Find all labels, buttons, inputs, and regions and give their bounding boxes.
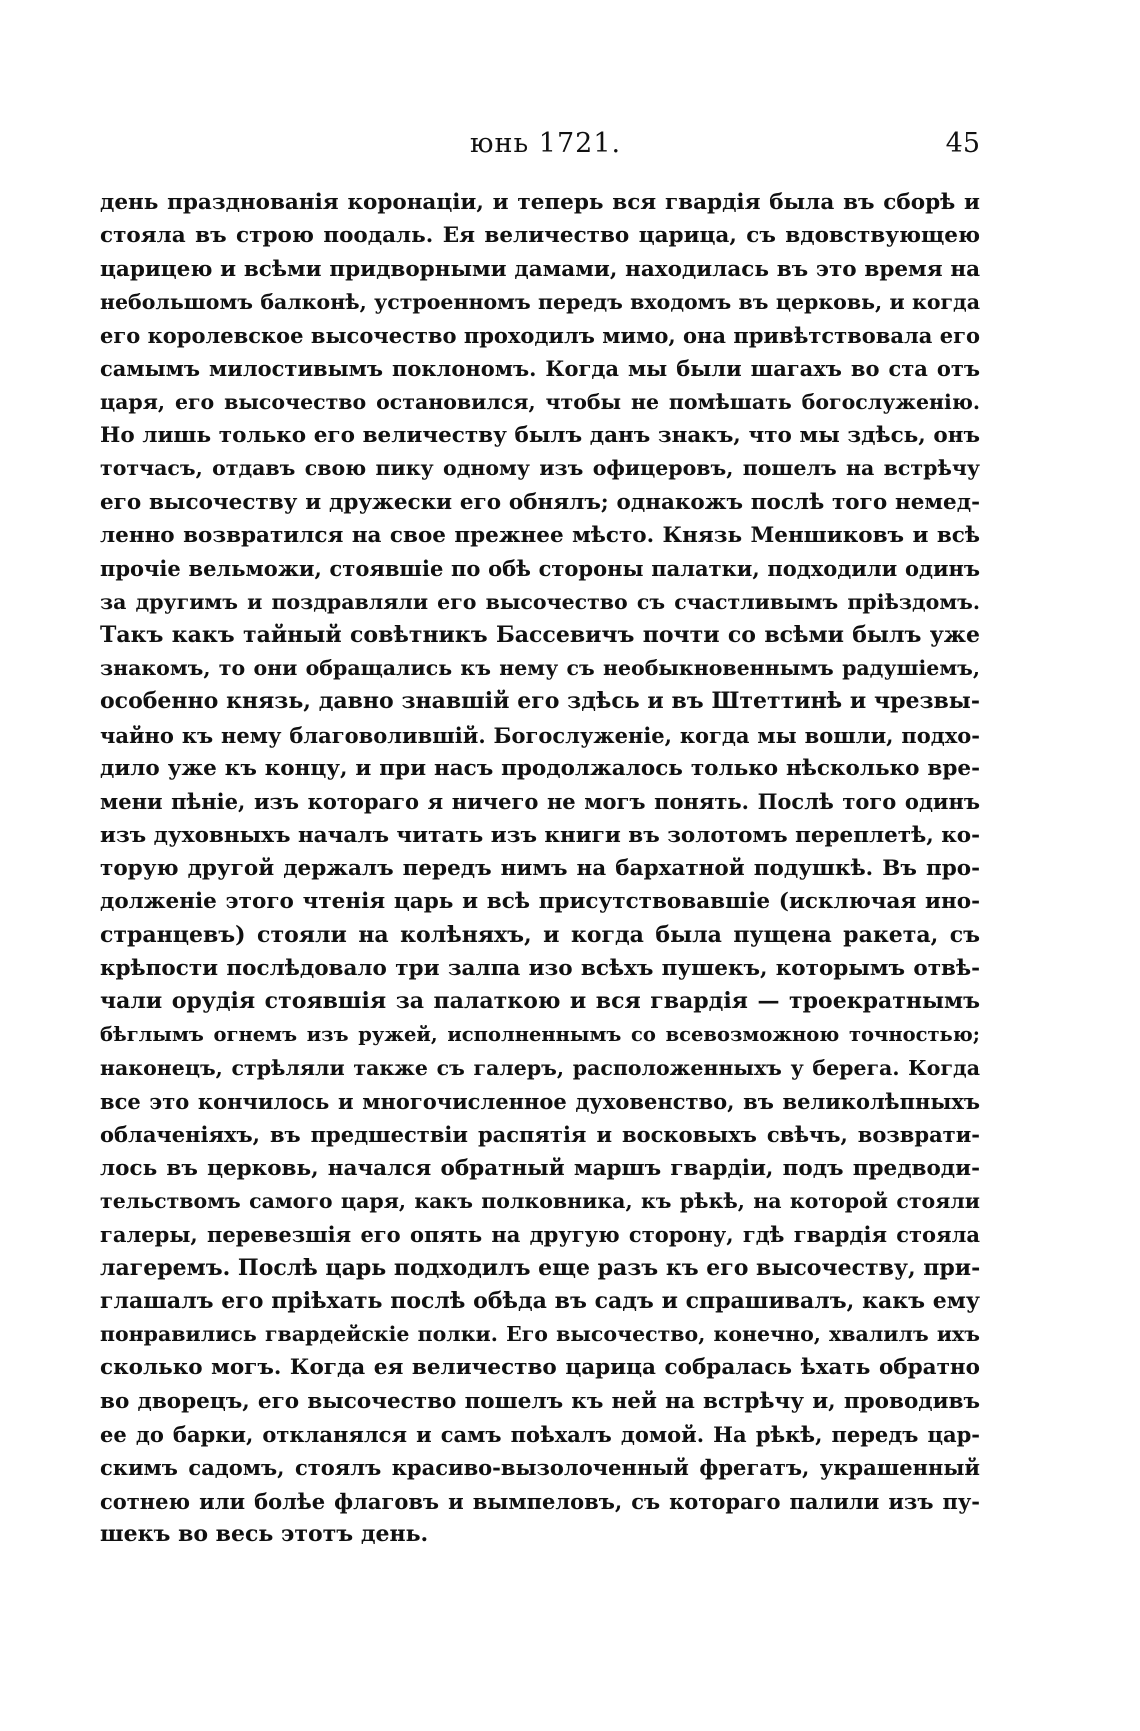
text-line: день празднованія коронаціи, и теперь вся гвардія была въ сборѣ и: [100, 190, 980, 215]
text-line: его королевское высочество проходилъ мимо, она привѣтствовала его: [100, 323, 980, 349]
text-line: глашалъ его пріѣхать послѣ обѣда въ садъ и спрашивалъ, какъ ему: [100, 1287, 980, 1314]
page-number: 45: [945, 128, 980, 159]
text-line: Такъ какъ тайный совѣтникъ Бассевичъ почти со всѣми былъ уже: [100, 621, 980, 648]
text-line: сколько могъ. Когда ея величество царица собралась ѣхать обратно: [100, 1355, 980, 1381]
text-line: прочіе вельможи, стоявшіе по обѣ стороны палатки, подходили одинъ: [100, 556, 980, 582]
text-line: странцевъ) стояли на колѣняхъ, и когда была пущена ракета, съ: [100, 921, 980, 948]
text-line: мени пѣніе, изъ котораго я ничего не могъ понять. Послѣ того одинъ: [100, 789, 980, 815]
text-line: бѣглымъ огнемъ изъ ружей, исполненнымъ со всевозможною точностью;: [100, 1023, 980, 1047]
text-line: самымъ милостивымъ поклономъ. Когда мы были шагахъ во ста отъ: [100, 356, 980, 382]
text-line: лось въ церковь, начался обратный маршъ гвардіи, подъ предводи-: [100, 1155, 980, 1181]
text-line: ленно возвратился на свое прежнее мѣсто. Князь Меншиковъ и всѣ: [100, 522, 980, 548]
text-line: знакомъ, то они обращались къ нему съ необыкновеннымъ радушіемъ,: [100, 656, 980, 681]
text-line: за другимъ и поздравляли его высочество съ счастливымъ пріѣздомъ.: [100, 589, 980, 614]
text-line: небольшомъ балконѣ, устроенномъ передъ входомъ въ церковь, и когда: [100, 289, 980, 314]
text-line: во дворецъ, его высочество пошелъ къ ней на встрѣчу и, проводивъ: [100, 1388, 980, 1414]
text-line: ее до барки, откланялся и самъ поѣхалъ домой. На рѣкѣ, передъ цар-: [100, 1421, 980, 1447]
text-line: изъ духовныхъ началъ читать изъ книги въ золотомъ переплетѣ, ко-: [100, 822, 980, 848]
text-line: царя, его высочество остановился, чтобы не помѣшать богослуженію.: [100, 389, 980, 414]
page-header: [100, 128, 980, 168]
text-line: наконецъ, стрѣляли также съ галеръ, расположенныхъ у берега. Когда: [100, 1055, 980, 1080]
text-line: стояла въ строю поодаль. Ея величество царица, съ вдовствующею: [100, 223, 980, 249]
text-line: скимъ садомъ, стоялъ красиво-вызолоченный фрегатъ, украшенный: [100, 1455, 980, 1481]
text-line: торую другой держалъ передъ нимъ на бархатной подушкѣ. Въ про-: [100, 855, 980, 881]
body-text: [100, 186, 980, 1551]
text-line: лагеремъ. Послѣ царь подходилъ еще разъ къ его высочеству, при-: [100, 1254, 980, 1281]
text-line: понравились гвардейскіе полки. Его высочество, конечно, хвалилъ ихъ: [100, 1322, 980, 1347]
text-line: облаченіяхъ, въ предшествіи распятія и восковыхъ свѣчъ, возврати-: [100, 1122, 980, 1148]
text-line: чали орудія стоявшія за палаткою и вся гвардія — троекратнымъ: [100, 988, 980, 1015]
text-line: тельствомъ самого царя, какъ полковника, къ рѣкѣ, на которой стояли: [100, 1188, 980, 1213]
text-line: все это кончилось и многочисленное духовенство, въ великолѣпныхъ: [100, 1089, 980, 1115]
text-line: его высочеству и дружески его обнялъ; однакожъ послѣ того немед-: [100, 489, 980, 515]
text-line: Но лишь только его величеству былъ данъ знакъ, что мы здѣсь, онъ: [100, 423, 980, 449]
text-line: галеры, перевезшія его опять на другую сторону, гдѣ гвардія стояла: [100, 1222, 980, 1248]
text-line: сотнею или болѣе флаговъ и вымпеловъ, съ котораго палили изъ пу-: [100, 1488, 980, 1514]
text-line: царицею и всѣми придворными дамами, находилась въ это время на: [100, 256, 980, 282]
text-line: долженіе этого чтенія царь и всѣ присутствовавшіе (исключая ино-: [100, 889, 980, 915]
text-line: особенно князь, давно знавшій его здѣсь и въ Штеттинѣ и чрезвы-: [100, 688, 980, 715]
text-line: тотчасъ, отдавъ свою пику одному изъ офицеровъ, пошелъ на встрѣчу: [100, 456, 980, 481]
running-head: юнь 1721.: [470, 128, 622, 159]
text-line: дило уже къ концу, и при насъ продолжалось только нѣсколько вре-: [100, 756, 980, 782]
text-line-last: шекъ во весь этотъ день.: [100, 1520, 429, 1547]
text-line: крѣпости послѣдовало три залпа изо всѣхъ пушекъ, которымъ отвѣ-: [100, 955, 980, 981]
text-line: чайно къ нему благоволившій. Богослуженіе, когда мы вошли, подхо-: [100, 722, 980, 748]
